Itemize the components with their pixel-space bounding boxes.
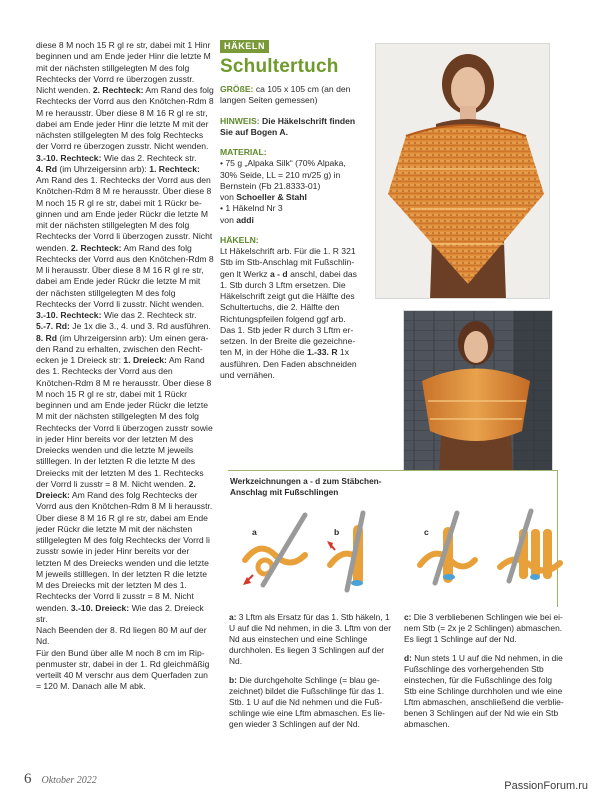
note-d: d: Nun stets 1 U auf die Nd nehmen, in die Fußschlinge des vorhergehenden Stb einstechen, für die Fußschlinge des folg Stb eine Schlinge durchholen und wie eine Lftm abmaschen, anschließend die verbliebenen 3 Schlingen auf der Nd wie ein Stb abmaschen. xyxy=(404,653,564,729)
instructions-paragraph-5: Nach Beenden der 8. Rd liegen 80 M auf der Nd. xyxy=(36,625,207,647)
note-b: b: Die durchgeholte Schlinge (= blau gezeichnet) bildet die Fußschlinge für das 1. Stb. 1 U auf die Nd nehmen und die Fußschlinge wie eine Lftm abmaschen. Es liegen wieder 3 Schlingen auf der Nd. xyxy=(229,675,385,729)
instructions-paragraph-6: Für den Bund über alle M noch 8 cm im Rippenmuster str, dabei in der 1. Rd gleichmäßig verteilt 40 M verschr aus dem Querfaden zun = 120 M. Danach alle M abk. xyxy=(36,647,210,692)
instructions-paragraph-3: 5.-7. Rd: Je 1x die 3., 4. und 3. Rd ausführen. xyxy=(36,321,211,332)
hint-label: HINWEIS: xyxy=(220,115,260,126)
material-label: MATERIAL: xyxy=(220,147,267,157)
size-label: GRÖßE: xyxy=(220,84,254,94)
specs-column xyxy=(220,84,360,381)
note-a: a: 3 Lftm als Ersatz für das 1. Stb häkeln, 1 U auf die Nd nehmen, in die 3. Lftm von der Nd aus einstechen und eine Schlinge durchholen. Es liegen 3 Schlingen auf der Nd. xyxy=(229,612,392,666)
size-block xyxy=(220,84,360,107)
note-c: c: Die 3 verbliebenen Schlingen wie bei einem Stb (= 2x je 2 Schlingen) abmaschen. Es liegt 1 Schlinge auf der Nd. xyxy=(404,612,563,644)
watermark: PassionForum.ru xyxy=(504,780,588,792)
shawl-photo-wrap xyxy=(403,310,553,490)
material-yarn-brand-line: von Schoeller & Stahl xyxy=(220,192,307,202)
page-footer xyxy=(24,770,97,788)
hint-text: Die Häkelschrift finden Sie auf Bogen A. xyxy=(220,115,356,137)
size-text: ca 105 x 105 cm (an den langen Seiten gemessen) xyxy=(220,84,351,106)
section-label: HÄKELN xyxy=(220,40,269,53)
material-block xyxy=(220,147,360,226)
page-title: Schultertuch xyxy=(220,56,339,77)
diagram-step-a xyxy=(243,515,305,585)
diagram-step-d xyxy=(500,511,560,581)
crochet-block: HÄKELN: Lt Häkelschrift arb. Für die 1. R 321 Stb im Stb-Anschlag mit Fußschlingen lt Werkz a - d anschl, dabei das 1. Stb durch 3 Lftm ersetzen. Die Häkelschrift zeigt gut die Hälfte des Schultertuchs, die 2. Hälfte den Richtungspfeilen folgend ggf arb. Das 1. Stb jeder R durch 3 Lftm ersetzen. In der Breite die gezeichneten M, in der Höhe die 1.-33. R 1x ausführen. Den Faden abschneiden und vernähen. xyxy=(220,235,360,381)
diagram-step-a-letter: a xyxy=(252,527,257,537)
page-number: 6 xyxy=(24,771,32,787)
yarn-brand: Schoeller & Stahl xyxy=(236,192,307,202)
shawl-wrap-illustration xyxy=(404,311,553,490)
diagram-step-b-letter: b xyxy=(334,527,340,537)
diagram-step-c xyxy=(420,513,475,583)
material-hook: • 1 Häkelnd Nr 3 xyxy=(220,203,283,214)
hint-block xyxy=(220,116,360,139)
instructions-column xyxy=(36,40,214,693)
instructions-paragraph-2: 4. Rd (im Uhrzeigersinn arb): 1. Rechteck: Am Rand des 1. Rechtecks der Vorrd aus den Knötchen-Rdm 8 M re herausstr. Über diese 8 M noch 15 R gl re str, dabei mit 1 Rückr beginnen und am Ende jeder Rückr die letzte M mit der nächsten stillgelegten M des folg Rechtecks der Vorrd li überzogen zusstr. Nicht wenden. 2. Rechteck: Am Rand des folg Rechtecks der Vorrd aus den Knötchen-Rdm 8 M li herausstr. Über diese 8 M 16 R gl re str, dabei am Ende jeder Rückr die letzte M mit der nächsten stillgelegten M des folg Rechtecks der Vorrd li zusstr. Nicht wenden. 3.-10. Rechteck: Wie das 2. Rechteck str. xyxy=(36,163,214,320)
hook-brand: addi xyxy=(236,214,254,225)
instructions-paragraph-4: 8. Rd (im Uhrzeigersinn arb): Um einen geraden Rand zu erhalten, zwischen den Rechtecken je 1 Dreieck str: 1. Dreieck: Am Rand des 1. Rechtecks der Vorrd aus den Knötchen-Rdm 8 M re herausstr. Über diese 8 M noch 15 R gl re str, dabei mit 1 Rückr beginnen und am Ende jeder Rückr die letzte M mit der nächsten stillgelegten M des folg Rechtecks der Vorrd li überzogen zusstr sowie in jeder Hinr bereits vor der letzten M des Dreiecks wenden und die letzte M jeweils stilllegen. In der letzten R die letzte M des Dreiecks mit der letzten M des 1. Rechtecks der Vorrd li zusstr = 8 M. Nicht wenden. 2. Dreieck: Am Rand des folg Rechtecks der Vorrd aus den Knötchen-Rdm 8 M li herausstr. Über diese 8 M 16 R gl re str, dabei am Ende jeder Rückr die letzte M mit der nächsten stillgelegten M des folg Rechtecks der Vorrd li zusstr sowie in jeder Hinr bereits vor der letzten M des Dreiecks wenden und die letzte M jeweils stilllegen. In der letzten R die letzte M des Dreiecks mit der letzten M des 1. Rechtecks der Vorrd li zusstr = 8 M. Nicht wenden. 3.-10. Dreieck: Wie das 2. Dreieck str. xyxy=(36,332,213,624)
material-hook-brand-line: von addi xyxy=(220,214,254,225)
shawl-photo-front xyxy=(375,43,550,299)
diagram-notes-right xyxy=(404,612,564,730)
diagram-step-c-letter: c xyxy=(424,527,429,537)
diagram-title: Werkzeichnungen a - d zum Stäbchen-Anschlag mit Fußschlingen xyxy=(230,476,382,497)
crochet-label: HÄKELN: xyxy=(220,234,259,245)
diagram-notes-left xyxy=(229,612,394,730)
issue-label: Oktober 2022 xyxy=(41,775,97,786)
instructions-paragraph-1: diese 8 M noch 15 R gl re str, dabei mit 1 Hinr beginnen und am Ende jeder Hinr die letzte M mit der nächsten stillgelegten M des folg Rechtecks der Vorrd re überzogen zusstr. Nicht wenden. 2. Rechteck: Am Rand des folg Rechtecks der Vorrd aus den Knötchen-Rdm 8 M re herausstr. Über diese 8 M 16 R gl re str, dabei am Ende jeder Hinr die letzte M mit der nächsten stillgelegten M des folg Rechtecks der Vorrd re überzogen zusstr. Nicht wenden. 3.-10. Rechteck: Wie das 2. Rechteck str. xyxy=(36,40,214,163)
crochet-steps-diagram xyxy=(235,505,565,605)
material-yarn: • 75 g „Alpaka Silk“ (70% Alpaka, 30% Seide, LL = 210 m/25 g) in Bernstein (Fb 21.8333-01) xyxy=(220,158,346,191)
diagram-step-b xyxy=(327,513,363,590)
shawl-front-illustration xyxy=(376,44,550,299)
